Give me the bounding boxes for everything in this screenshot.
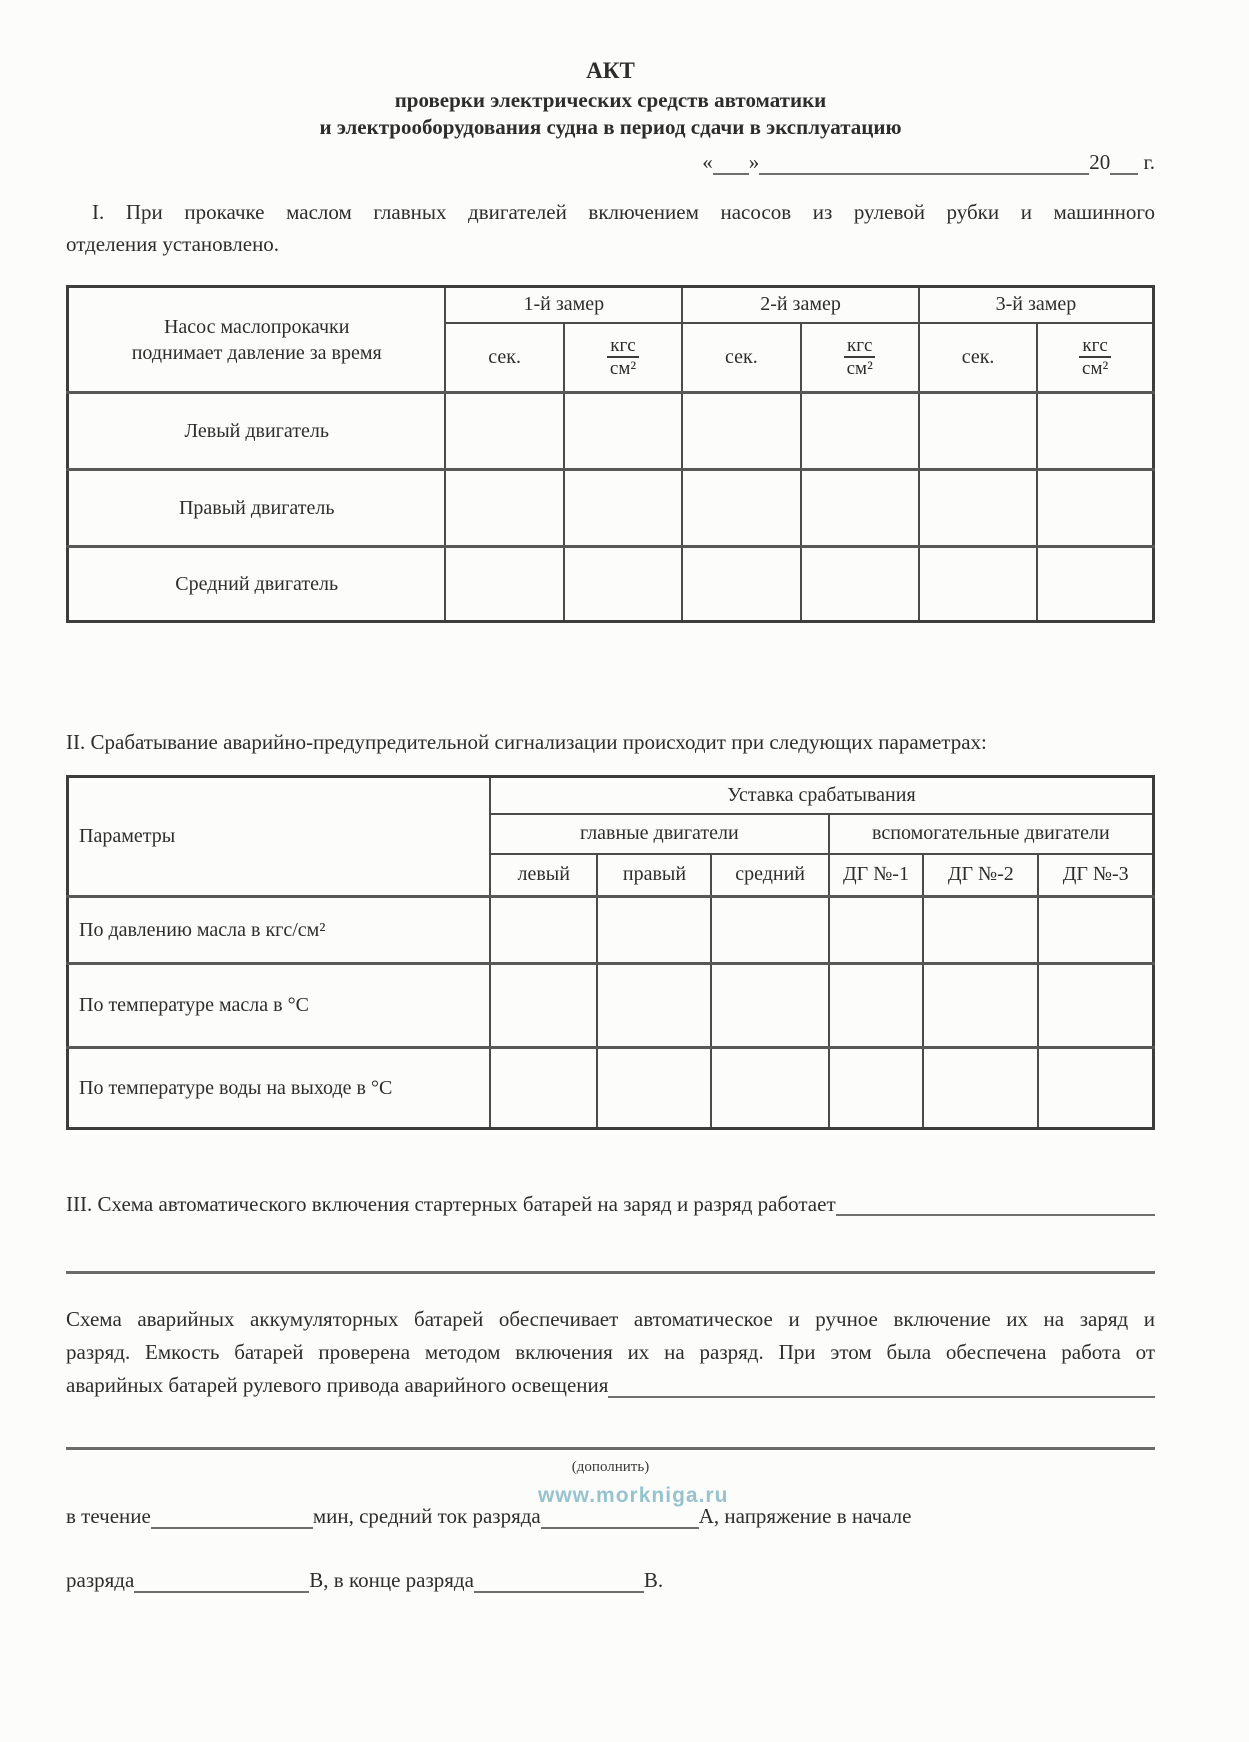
date-year-prefix: 20 <box>1089 150 1111 174</box>
battery-paragraph-line1: Схема аварийных аккумуляторных батарей обеспечивает автоматическое и ручное включение их на заряд и <box>66 1307 1155 1331</box>
empty-cell <box>801 393 919 470</box>
main-engines-group-header: главные двигатели <box>490 814 829 854</box>
pressure-fraction <box>844 335 875 379</box>
duration-blank-current <box>541 1506 699 1529</box>
empty-cell <box>923 1048 1038 1129</box>
document-subtitle-line1: проверки электрических средств автоматики <box>394 88 827 112</box>
unit-seconds-header: сек. <box>919 323 1037 393</box>
title-block <box>66 55 1155 141</box>
duration-part3: А, напряжение в начале <box>698 1504 912 1528</box>
pressure-denominator: см² <box>609 357 637 379</box>
empty-cell <box>1037 547 1153 622</box>
blank-writing-line <box>66 1271 1155 1274</box>
empty-cell <box>597 897 711 964</box>
date-quote-close: » <box>748 150 760 174</box>
empty-cell <box>1037 393 1153 470</box>
duration-part2: мин, средний ток разряда <box>312 1504 541 1528</box>
discharge-part1: разряда <box>66 1568 135 1592</box>
empty-cell <box>919 470 1037 547</box>
discharge-line <box>66 1568 1155 1593</box>
empty-cell <box>1038 1048 1153 1129</box>
empty-cell <box>445 547 563 622</box>
empty-cell <box>711 964 828 1048</box>
date-quote-open: « <box>702 150 713 174</box>
engine-row-label: Левый двигатель <box>68 393 446 470</box>
empty-cell <box>445 470 563 547</box>
empty-cell <box>1038 897 1153 964</box>
measure-group-3-header: 3-й замер <box>919 287 1154 323</box>
discharge-part3: В. <box>643 1568 664 1592</box>
empty-cell <box>564 470 682 547</box>
empty-cell <box>801 547 919 622</box>
measure-group-2-header: 2-й замер <box>682 287 919 323</box>
document-title: АКТ <box>586 58 635 83</box>
section-1-line1: I. При прокачке маслом главных двигателей включением насосов из рулевой рубки и машинного <box>92 200 1155 224</box>
measure-group-1-header: 1-й замер <box>445 287 682 323</box>
empty-cell <box>490 897 598 964</box>
empty-cell <box>445 393 563 470</box>
discharge-blank-start-voltage <box>134 1570 309 1593</box>
empty-cell <box>682 547 800 622</box>
section-2-paragraph: II. Срабатывание аварийно-предупредительной сигнализации происходит при следующих параметрах: <box>66 730 987 754</box>
empty-cell <box>597 964 711 1048</box>
empty-cell <box>597 1048 711 1129</box>
blank-writing-line <box>66 1447 1155 1450</box>
empty-cell <box>829 897 923 964</box>
column-header-dg1: ДГ №-1 <box>829 854 923 897</box>
pressure-numerator: кгс <box>1079 335 1110 358</box>
alarm-settings-table <box>66 775 1155 1130</box>
pressure-denominator: см² <box>1082 357 1109 379</box>
column-header-left-engine: левый <box>490 854 598 897</box>
unit-seconds-header: сек. <box>682 323 800 393</box>
document-subtitle-line2: и электрооборудования судна в период сдачи в эксплуатацию <box>319 115 902 139</box>
empty-cell <box>919 393 1037 470</box>
column-header-right-engine: правый <box>597 854 711 897</box>
pressure-fraction <box>1079 335 1110 379</box>
discharge-part2: В, в конце разряда <box>309 1568 474 1592</box>
empty-cell <box>1038 964 1153 1048</box>
pressure-denominator: см² <box>846 357 873 379</box>
watermark-text: www.morkniga.ru <box>538 1484 729 1507</box>
empty-cell <box>682 393 800 470</box>
footnote-dopolnit: (дополнить) <box>571 1459 650 1475</box>
parameter-row-label: По температуре масла в °С <box>68 964 490 1048</box>
discharge-blank-end-voltage <box>474 1570 644 1593</box>
oil-pump-corner-line2: поднимает давление за время <box>131 341 382 364</box>
empty-cell <box>923 897 1038 964</box>
empty-cell <box>682 470 800 547</box>
oil-pump-table <box>66 285 1155 623</box>
empty-cell <box>1037 470 1153 547</box>
oil-pump-corner-line1: Насос маслопрокачки <box>163 315 350 338</box>
section-3-blank <box>836 1214 1155 1216</box>
aux-engines-group-header: вспомогательные двигатели <box>829 814 1154 854</box>
pressure-fraction <box>607 335 638 379</box>
section-1-line2: отделения установлено. <box>66 232 280 256</box>
empty-cell <box>919 547 1037 622</box>
date-line <box>66 150 1155 175</box>
parameter-row-label: По давлению масла в кгс/см² <box>68 897 490 964</box>
engine-row-label: Средний двигатель <box>68 547 446 622</box>
battery-paragraph <box>66 1303 1155 1402</box>
unit-pressure-header <box>564 323 682 393</box>
battery-paragraph-line3: аварийных батарей рулевого привода аварийного освещения <box>66 1373 609 1397</box>
battery-paragraph-line2: разряд. Емкость батарей проверена методом включения их на разряд. При этом была обеспечена работа от <box>66 1340 1155 1364</box>
column-header-dg3: ДГ №-3 <box>1038 854 1153 897</box>
empty-cell <box>564 393 682 470</box>
duration-part1: в течение <box>66 1504 151 1528</box>
empty-cell <box>711 1048 828 1129</box>
column-header-dg2: ДГ №-2 <box>923 854 1038 897</box>
empty-cell <box>801 470 919 547</box>
empty-cell <box>923 964 1038 1048</box>
oil-pump-corner-header <box>68 287 446 393</box>
unit-pressure-header <box>1037 323 1153 393</box>
battery-paragraph-line3-wrap <box>66 1369 1155 1402</box>
alarm-corner-header: Параметры <box>68 777 490 897</box>
battery-paragraph-blank <box>608 1396 1155 1398</box>
pressure-numerator: кгс <box>607 335 638 358</box>
empty-cell <box>490 964 598 1048</box>
date-month-blank <box>759 152 1089 175</box>
date-year-suffix: г. <box>1143 150 1155 174</box>
pressure-numerator: кгс <box>844 335 875 358</box>
date-day-blank <box>713 152 749 175</box>
empty-cell <box>829 964 923 1048</box>
engine-row-label: Правый двигатель <box>68 470 446 547</box>
duration-blank-minutes <box>151 1506 313 1529</box>
empty-cell <box>711 897 828 964</box>
section-3-text: III. Схема автоматического включения стартерных батарей на заряд и разряд работает <box>66 1192 836 1216</box>
alarm-setpoint-header: Уставка срабатывания <box>490 777 1154 814</box>
parameter-row-label: По температуре воды на выходе в °С <box>68 1048 490 1129</box>
section-1-paragraph <box>66 196 1155 260</box>
unit-seconds-header: сек. <box>445 323 563 393</box>
unit-pressure-header <box>801 323 919 393</box>
empty-cell <box>829 1048 923 1129</box>
empty-cell <box>564 547 682 622</box>
column-header-middle-engine: средний <box>711 854 828 897</box>
section-3-paragraph <box>66 1188 1155 1220</box>
empty-cell <box>490 1048 598 1129</box>
date-year-blank <box>1110 152 1138 175</box>
